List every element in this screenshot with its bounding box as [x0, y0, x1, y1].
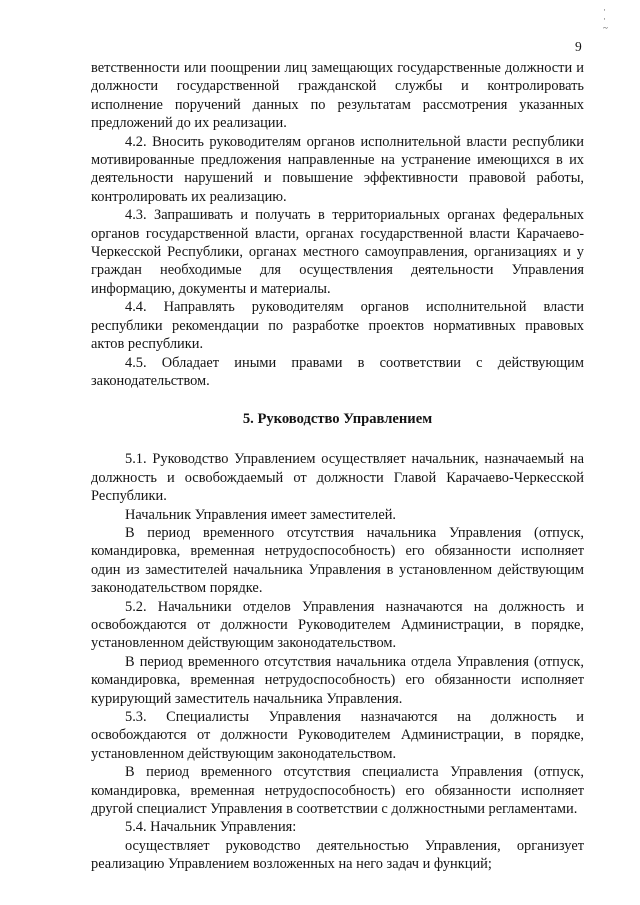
paragraph-head-absence: В период временного отсутствия начальника Управления (отпуск, командировка, временная нетрудоспособность) его обязанности исполняет один из заместителей начальника Управления в установленном действующим законодательством порядке. [91, 524, 584, 597]
document-body [91, 59, 584, 874]
paragraph-5-2: 5.2. Начальники отделов Управления назначаются на должность и освобождаются от должности Руководителем Администрации, в порядке, установленном действующим законодательством. [91, 598, 584, 652]
paragraph-deputies: Начальник Управления имеет заместителей. [125, 506, 397, 523]
paragraph-specialist-absence: В период временного отсутствия специалиста Управления (отпуск, командировка, временная нетрудоспособность) его обязанности исполняет другой специалист Управления в соответствии с должностными регламентами. [91, 764, 584, 818]
scan-corner-marks [603, 6, 608, 33]
paragraph-department-absence: В период временного отсутствия начальника отдела Управления (отпуск, командировка, временная нетрудоспособность) его обязанности исполняет курирующий заместитель начальника Управления. [91, 653, 584, 707]
paragraph-5-4: 5.4. Начальник Управления: [125, 819, 297, 836]
page-number: 9 [575, 39, 582, 54]
paragraph-4-5: 4.5. Обладает иными правами в соответствии с действующим законодательством. [91, 354, 584, 389]
paragraph-5-3: 5.3. Специалисты Управления назначаются на должность и освобождаются от должности Руководителем Администрации, в порядке, установленном действующим законодательством. [91, 709, 584, 762]
corner-mark-dot: · [603, 5, 606, 15]
paragraph-4-2: 4.2. Вносить руководителям органов исполнительной власти республики мотивированные предложения направленные на устранение имеющихся в их деятельности нарушений и повышение эффективности правовой работы, контролировать их реализацию. [91, 133, 584, 205]
paragraph-4-3: 4.3. Запрашивать и получать в территориальных органах федеральных органов государственной власти, органах государственной власти Карачаево-Черкесской Республики, органах местного самоуправления, организациях и у граждан необходимые для осуществления деятельности Управления информацию, документы и материалы. [91, 207, 584, 297]
paragraph-continuation: ветственности или поощрении лиц замещающих государственные должности и должности государственной гражданской службы и контролировать исполнение поручений данных по результатам рассмотрения указанных предложений до их реализации. [91, 60, 584, 132]
paragraph-5-1: 5.1. Руководство Управлением осуществляет начальник, назначаемый на должность и освобождаемый от должности Главой Карачаево-Черкесской Республики. [91, 451, 584, 505]
section-heading-5: 5. Руководство Управлением [242, 411, 433, 428]
corner-mark-tilde: ~ [603, 23, 608, 33]
paragraph-5-4-duties: осуществляет руководство деятельностью Управления, организует реализацию Управлением возложенных на него задач и функций; [91, 837, 584, 873]
corner-mark-dot: · [603, 14, 606, 24]
paragraph-4-4: 4.4. Направлять руководителям органов исполнительной власти республики рекомендации по разработке проектов нормативных правовых актов республики. [91, 299, 584, 353]
